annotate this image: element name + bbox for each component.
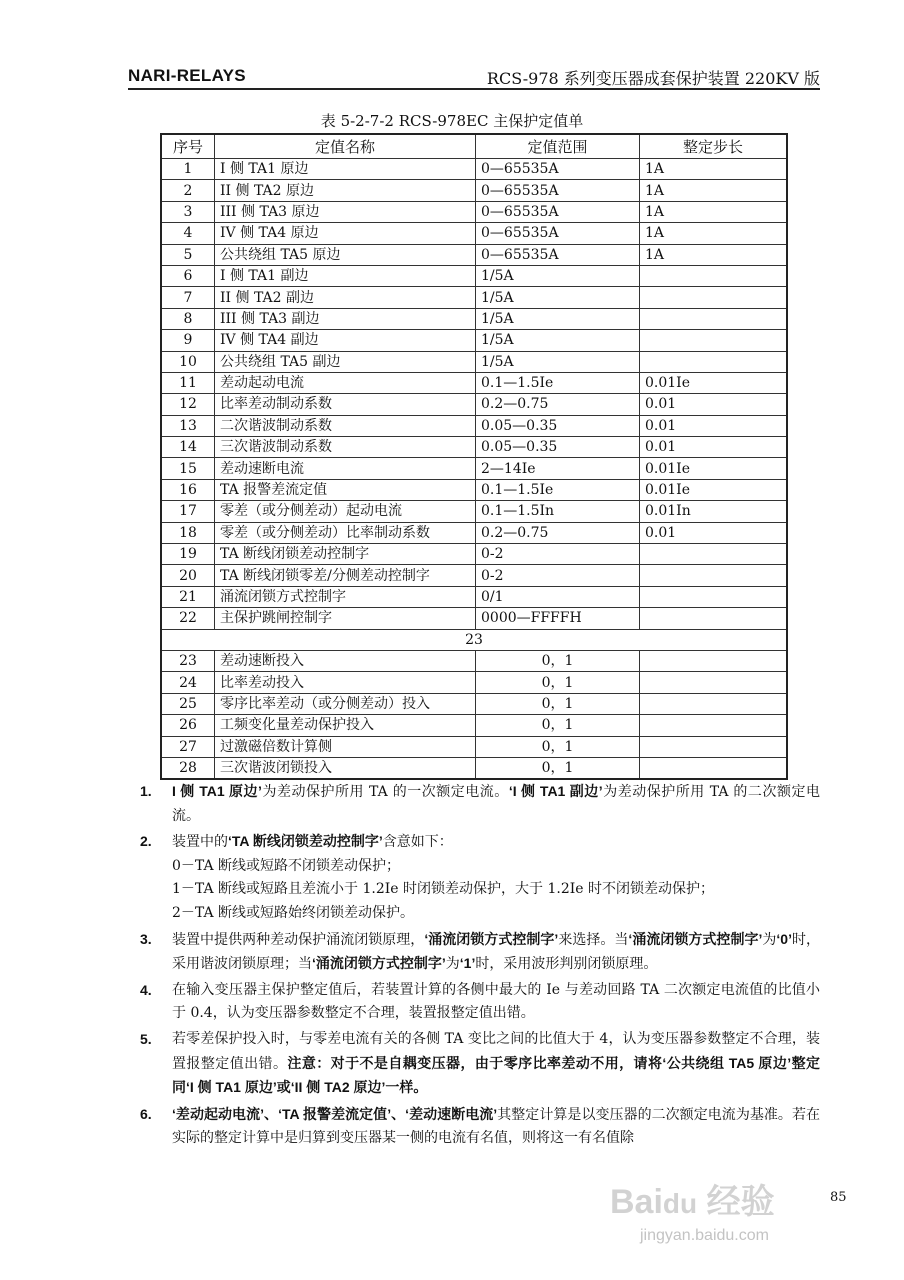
row-number: 19 <box>161 544 215 565</box>
row-number: 2 <box>161 180 215 201</box>
row-number: 6 <box>161 265 215 286</box>
setting-name: 公共绕组 TA5 副边 <box>215 351 476 372</box>
table-row <box>161 308 787 329</box>
note-item <box>140 1028 820 1101</box>
note-text: ‘TA 断线闭锁差动控制字’ <box>228 833 383 850</box>
column-header: 定值范围 <box>476 134 640 159</box>
note-subline: 0－TA 断线或短路不闭锁差动保护； <box>172 857 401 874</box>
setting-step <box>640 757 788 779</box>
row-number: 3 <box>161 201 215 222</box>
note-text: ‘I 侧 TA1 副边’ <box>508 783 603 799</box>
note-text: 装置中提供两种差动保护涌流闭锁原理， <box>172 931 425 948</box>
watermark-url: jingyan.baidu.com <box>640 1227 769 1244</box>
column-header: 序号 <box>161 134 215 159</box>
setting-range: 0，1 <box>476 650 640 671</box>
setting-step: 0.01 <box>640 522 788 543</box>
setting-name: TA 断线闭锁零差/分侧差动控制字 <box>215 565 476 586</box>
setting-name: 差动速断电流 <box>215 458 476 479</box>
setting-step: 1A <box>640 223 788 244</box>
note-text: 其整定计算是以变压器的二次额定电流为基准。若在实际的整定计算中是归算到变压器某一侧的电流有名值，则将这一有名值除 <box>172 1106 820 1147</box>
setting-name: III 侧 TA3 原边 <box>215 201 476 222</box>
setting-range: 0，1 <box>476 693 640 714</box>
row-number: 8 <box>161 308 215 329</box>
table-row <box>161 180 787 201</box>
setting-step <box>640 693 788 714</box>
setting-range: 1/5A <box>476 351 640 372</box>
section-row <box>161 629 787 650</box>
setting-name: I 侧 TA1 副边 <box>215 265 476 286</box>
row-number: 5 <box>161 244 215 265</box>
table-row <box>161 287 787 308</box>
setting-name: 比率差动制动系数 <box>215 394 476 415</box>
setting-range: 0.05—0.35 <box>476 437 640 458</box>
note-text: 若零差保护投入时，与零差电流有关的各侧 TA 变比之间的比值大于 4，认为变压器参数整定不合理，装置报整定值出错。 <box>172 1030 820 1072</box>
setting-name: TA 报警差流定值 <box>215 479 476 500</box>
row-number: 4 <box>161 223 215 244</box>
table-row <box>161 757 787 779</box>
row-number: 12 <box>161 394 215 415</box>
note-number: 6. <box>140 1105 152 1122</box>
setting-step: 1A <box>640 201 788 222</box>
table-row <box>161 223 787 244</box>
notes-list <box>140 780 820 1153</box>
note-text: 为 <box>445 956 460 973</box>
note-item <box>140 1103 820 1151</box>
table-row <box>161 437 787 458</box>
note-text: 时，采用波形判别闭锁原理。 <box>475 956 658 973</box>
note-text: ‘1’ <box>459 955 476 972</box>
table-caption: 表 5-2-7-2 RCS-978EC 主保护定值单 <box>320 112 584 130</box>
table-row <box>161 159 787 180</box>
setting-range: 0.1—1.5Ie <box>476 479 640 500</box>
setting-range: 2—14Ie <box>476 458 640 479</box>
setting-name: IV 侧 TA4 副边 <box>215 330 476 351</box>
setting-range: 0.05—0.35 <box>476 415 640 436</box>
note-item <box>140 780 820 828</box>
row-number: 11 <box>161 372 215 393</box>
row-number: 26 <box>161 715 215 736</box>
note-text: 为差动保护所用 TA 的一次额定电流。 <box>261 784 509 800</box>
note-text: ‘涌流闭锁方式控制字’ <box>424 930 559 947</box>
row-number: 27 <box>161 736 215 757</box>
watermark-logo: Baidu 经验 <box>610 1183 775 1221</box>
note-item <box>140 830 820 925</box>
setting-name: II 侧 TA2 原边 <box>215 180 476 201</box>
table-row <box>161 330 787 351</box>
table-row <box>161 265 787 286</box>
note-text: 来选择。当 <box>558 931 629 948</box>
setting-range: 0—65535A <box>476 244 640 265</box>
note-text: ‘差动起动电流’、‘TA 报警差流定值’、‘差动速断电流’ <box>172 1105 498 1122</box>
document-title-header: RCS-978 系列变压器成套保护装置 220KV 版 <box>486 69 820 88</box>
setting-step <box>640 544 788 565</box>
note-text: I 侧 TA1 原边’ <box>172 783 262 799</box>
table-row <box>161 608 787 629</box>
row-number: 20 <box>161 565 215 586</box>
setting-step <box>640 265 788 286</box>
setting-range: 1/5A <box>476 265 640 286</box>
setting-name: 比率差动投入 <box>215 672 476 693</box>
table-row <box>161 244 787 265</box>
note-text: 含意如下： <box>382 834 453 851</box>
note-number: 1. <box>140 783 152 799</box>
setting-range: 0.2—0.75 <box>476 522 640 543</box>
row-number: 1 <box>161 159 215 180</box>
setting-range: 1/5A <box>476 330 640 351</box>
note-subline: 1－TA 断线或短路且差流小于 1.2Ie 时闭锁差动保护，大于 1.2Ie 时不闭锁差动保护； <box>172 881 714 898</box>
table-row <box>161 544 787 565</box>
note-text: 为差动保护所用 TA 的二次额定电流。 <box>172 784 820 824</box>
setting-name: 三次谐波闭锁投入 <box>215 757 476 779</box>
row-number: 17 <box>161 501 215 522</box>
row-number: 21 <box>161 586 215 607</box>
note-number: 4. <box>140 981 152 998</box>
note-item <box>140 928 820 977</box>
table-row <box>161 693 787 714</box>
note-text: 在输入变压器主保护整定值后，若装置计算的各侧中最大的 Ie 与差动回路 TA 二次额定电流值的比值小于 0.4，认为变压器参数整定不合理，装置报整定值出错。 <box>172 981 820 1022</box>
setting-step: 1A <box>640 180 788 201</box>
setting-range: 0—65535A <box>476 180 640 201</box>
setting-name: 零差（或分侧差动）比率制动系数 <box>215 522 476 543</box>
setting-range: 0—65535A <box>476 159 640 180</box>
table-row <box>161 672 787 693</box>
table-row <box>161 394 787 415</box>
row-number: 25 <box>161 693 215 714</box>
setting-range: 0.1—1.5In <box>476 501 640 522</box>
setting-range: 0，1 <box>476 715 640 736</box>
setting-range: 0—65535A <box>476 223 640 244</box>
note-number: 2. <box>140 833 152 850</box>
table-row <box>161 351 787 372</box>
settings-table <box>160 133 788 780</box>
note-text: 装置中的 <box>172 834 228 851</box>
setting-step <box>640 736 788 757</box>
table-row <box>161 201 787 222</box>
table-row <box>161 479 787 500</box>
row-number: 9 <box>161 330 215 351</box>
setting-name: 差动速断投入 <box>215 650 476 671</box>
setting-step: 1A <box>640 159 788 180</box>
setting-name: 公共绕组 TA5 原边 <box>215 244 476 265</box>
setting-step: 1A <box>640 244 788 265</box>
table-row <box>161 715 787 736</box>
setting-range: 0—65535A <box>476 201 640 222</box>
setting-step: 0.01 <box>640 394 788 415</box>
setting-range: 0，1 <box>476 757 640 779</box>
setting-name: 差动起动电流 <box>215 372 476 393</box>
setting-step <box>640 287 788 308</box>
table-row <box>161 565 787 586</box>
setting-range: 1/5A <box>476 287 640 308</box>
setting-step <box>640 650 788 671</box>
table-header-row <box>161 134 787 159</box>
setting-step: 0.01Ie <box>640 458 788 479</box>
setting-step: 0.01Ie <box>640 479 788 500</box>
row-number: 18 <box>161 522 215 543</box>
section-label: 23 <box>161 629 787 650</box>
setting-step: 0.01 <box>640 437 788 458</box>
row-number: 7 <box>161 287 215 308</box>
row-number: 13 <box>161 415 215 436</box>
note-text: 为 <box>762 931 777 948</box>
setting-step <box>640 586 788 607</box>
row-number: 22 <box>161 608 215 629</box>
table-row <box>161 415 787 436</box>
setting-step <box>640 330 788 351</box>
setting-step <box>640 715 788 736</box>
note-number: 5. <box>140 1030 152 1047</box>
table-row <box>161 736 787 757</box>
note-number: 3. <box>140 930 152 947</box>
setting-range: 0，1 <box>476 672 640 693</box>
setting-step <box>640 565 788 586</box>
column-header: 整定步长 <box>640 134 788 159</box>
setting-name: 零序比率差动（或分侧差动）投入 <box>215 693 476 714</box>
setting-name: I 侧 TA1 原边 <box>215 159 476 180</box>
row-number: 15 <box>161 458 215 479</box>
setting-range: 0000—FFFFH <box>476 608 640 629</box>
setting-name: III 侧 TA3 副边 <box>215 308 476 329</box>
setting-step <box>640 608 788 629</box>
table-row <box>161 586 787 607</box>
setting-step: 0.01In <box>640 501 788 522</box>
row-number: 16 <box>161 479 215 500</box>
setting-range: 0，1 <box>476 736 640 757</box>
setting-name: 过激磁倍数计算侧 <box>215 736 476 757</box>
table-row <box>161 501 787 522</box>
table-row <box>161 458 787 479</box>
setting-name: IV 侧 TA4 原边 <box>215 223 476 244</box>
note-text: ‘涌流闭锁方式控制字’ <box>628 930 763 947</box>
brand-header: NARI-RELAYS <box>128 66 246 85</box>
table-row <box>161 372 787 393</box>
setting-name: 主保护跳闸控制字 <box>215 608 476 629</box>
row-number: 23 <box>161 650 215 671</box>
setting-step: 0.01Ie <box>640 372 788 393</box>
row-number: 24 <box>161 672 215 693</box>
setting-name: II 侧 TA2 副边 <box>215 287 476 308</box>
table-row <box>161 650 787 671</box>
setting-step <box>640 672 788 693</box>
row-number: 14 <box>161 437 215 458</box>
column-header: 定值名称 <box>215 134 476 159</box>
setting-range: 0.1—1.5Ie <box>476 372 640 393</box>
row-number: 28 <box>161 757 215 779</box>
setting-name: TA 断线闭锁差动控制字 <box>215 544 476 565</box>
setting-range: 1/5A <box>476 308 640 329</box>
note-text: 时，采用谐波闭锁原理；当 <box>172 931 821 973</box>
setting-range: 0/1 <box>476 586 640 607</box>
note-text: ‘涌流闭锁方式控制字’ <box>312 955 446 972</box>
setting-step <box>640 351 788 372</box>
setting-step <box>640 308 788 329</box>
setting-range: 0-2 <box>476 565 640 586</box>
page-number: 85 <box>830 1190 847 1205</box>
setting-name: 三次谐波制动系数 <box>215 437 476 458</box>
row-number: 10 <box>161 351 215 372</box>
table-row <box>161 522 787 543</box>
setting-name: 零差（或分侧差动）起动电流 <box>215 501 476 522</box>
header-divider <box>128 88 820 90</box>
setting-name: 涌流闭锁方式控制字 <box>215 586 476 607</box>
setting-name: 二次谐波制动系数 <box>215 415 476 436</box>
setting-range: 0-2 <box>476 544 640 565</box>
note-text: ‘0’ <box>776 930 792 947</box>
setting-name: 工频变化量差动保护投入 <box>215 715 476 736</box>
setting-step: 0.01 <box>640 415 788 436</box>
note-text: 注意：对于不是自耦变压器，由于零序比率差动不用，请将‘公共绕组 TA5 原边’整定同‘I 侧 TA1 原边’或‘II 侧 TA2 原边’一样。 <box>172 1054 821 1096</box>
note-item <box>140 979 820 1026</box>
setting-range: 0.2—0.75 <box>476 394 640 415</box>
note-subline: 2－TA 断线或短路始终闭锁差动保护。 <box>172 904 415 921</box>
